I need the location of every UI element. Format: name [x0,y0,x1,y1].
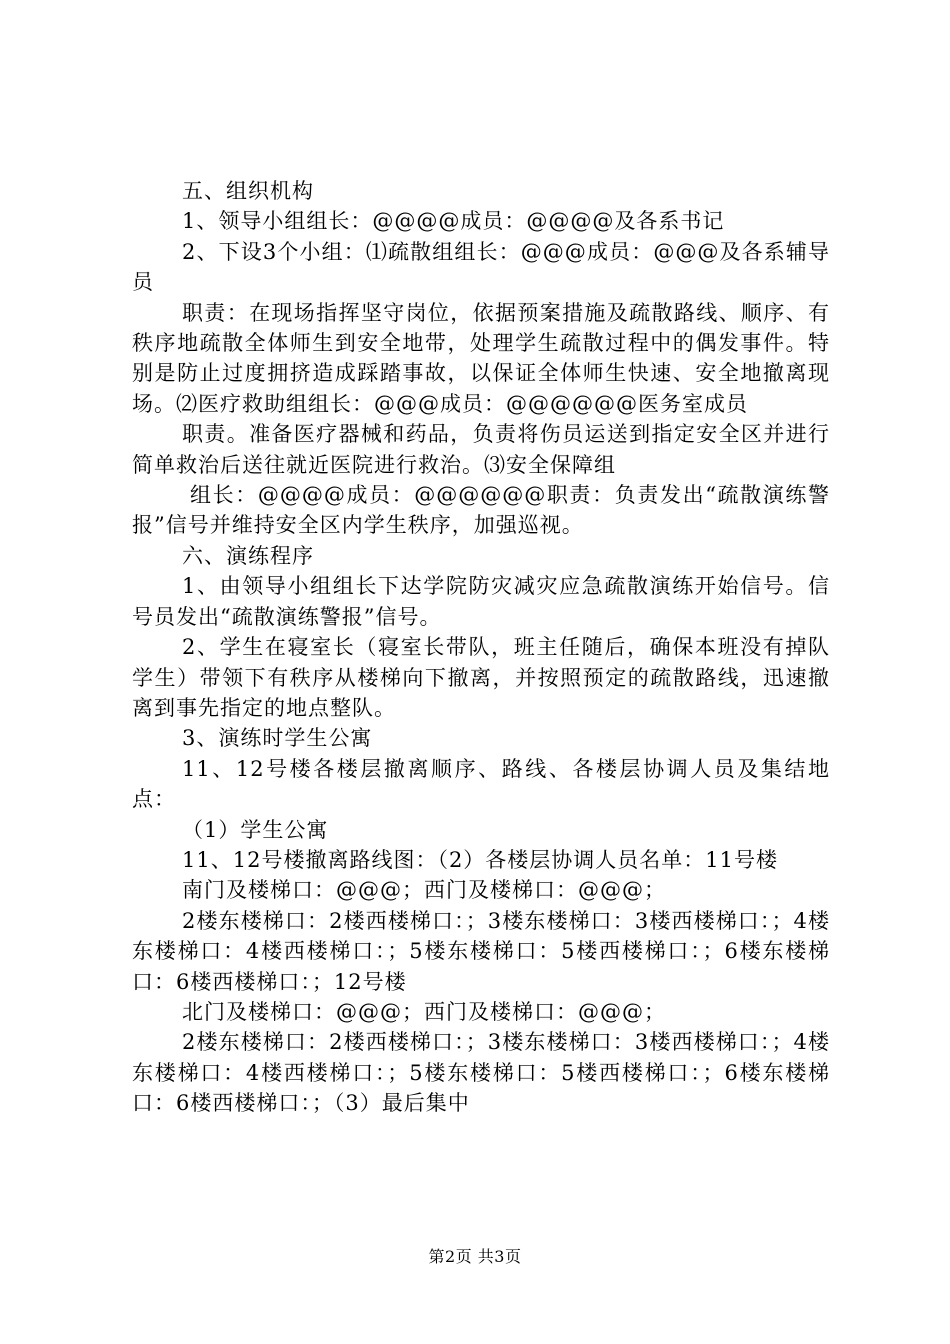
section-heading: 六、演练程序 [182,543,314,568]
document-body [132,176,830,1119]
paragraph: 2楼东楼梯口：2楼西楼梯口：；3楼东楼梯口：3楼西楼梯口：；4楼东楼梯口：4楼西楼梯口：；5楼东楼梯口：5楼西楼梯口：；6楼东楼梯口：6楼西楼梯口：；12号楼 [132,908,830,994]
paragraph: 职责：在现场指挥坚守岗位，依据预案措施及疏散路线、顺序、有秩序地疏散全体师生到安全地带，处理学生疏散过程中的偶发事件。特别是防止过度拥挤造成踩踏事故，以保证全体师生快速、安全地撤离现场。⑵医疗救助组组长：@@@成员：@@@@@@医务室成员 [132,300,830,416]
paragraph: 组长：@@@@成员：@@@@@@职责：负责发出“疏散演练警报”信号并维持安全区内学生秩序，加强巡视。 [132,483,830,538]
paragraph: 职责。准备医疗器械和药品，负责将伤员运送到指定安全区并进行简单救治后送往就近医院进行救治。⑶安全保障组 [132,422,830,477]
section-heading: 五、组织机构 [182,179,314,203]
paragraph: 2、下设3个小组：⑴疏散组组长：@@@成员：@@@及各系辅导员 [132,239,830,295]
paragraph: 北门及楼梯口：@@@；西门及楼梯口：@@@； [182,999,666,1024]
paragraph: 11、12号楼撤离路线图：（2）各楼层协调人员名单：11号楼 [182,847,779,872]
paragraph: 1、由领导小组组长下达学院防灾减灾应急疏散演练开始信号。信号员发出“疏散演练警报”信号。 [132,574,830,629]
paragraph: （1）学生公寓 [182,817,329,842]
paragraph: 2楼东楼梯口：2楼西楼梯口：；3楼东楼梯口：3楼西楼梯口：；4楼东楼梯口：4楼西楼梯口：；5楼东楼梯口：5楼西楼梯口：；6楼东楼梯口：6楼西楼梯口：；（3）最后集中 [132,1030,830,1116]
paragraph: 2、学生在寝室长（寝室长带队，班主任随后，确保本班没有掉队学生）带领下有秩序从楼梯向下撤离，并按照预定的疏散路线，迅速撤离到事先指定的地点整队。 [132,635,830,720]
paragraph: 11、12号楼各楼层撤离顺序、路线、各楼层协调人员及集结地点： [132,756,830,812]
paragraph: 南门及楼梯口：@@@；西门及楼梯口：@@@； [182,878,666,903]
page-number-footer: 第2页 共3页 [428,1247,522,1266]
paragraph: 1、领导小组组长：@@@@成员：@@@@及各系书记 [182,209,725,234]
paragraph: 3、演练时学生公寓 [182,726,373,751]
